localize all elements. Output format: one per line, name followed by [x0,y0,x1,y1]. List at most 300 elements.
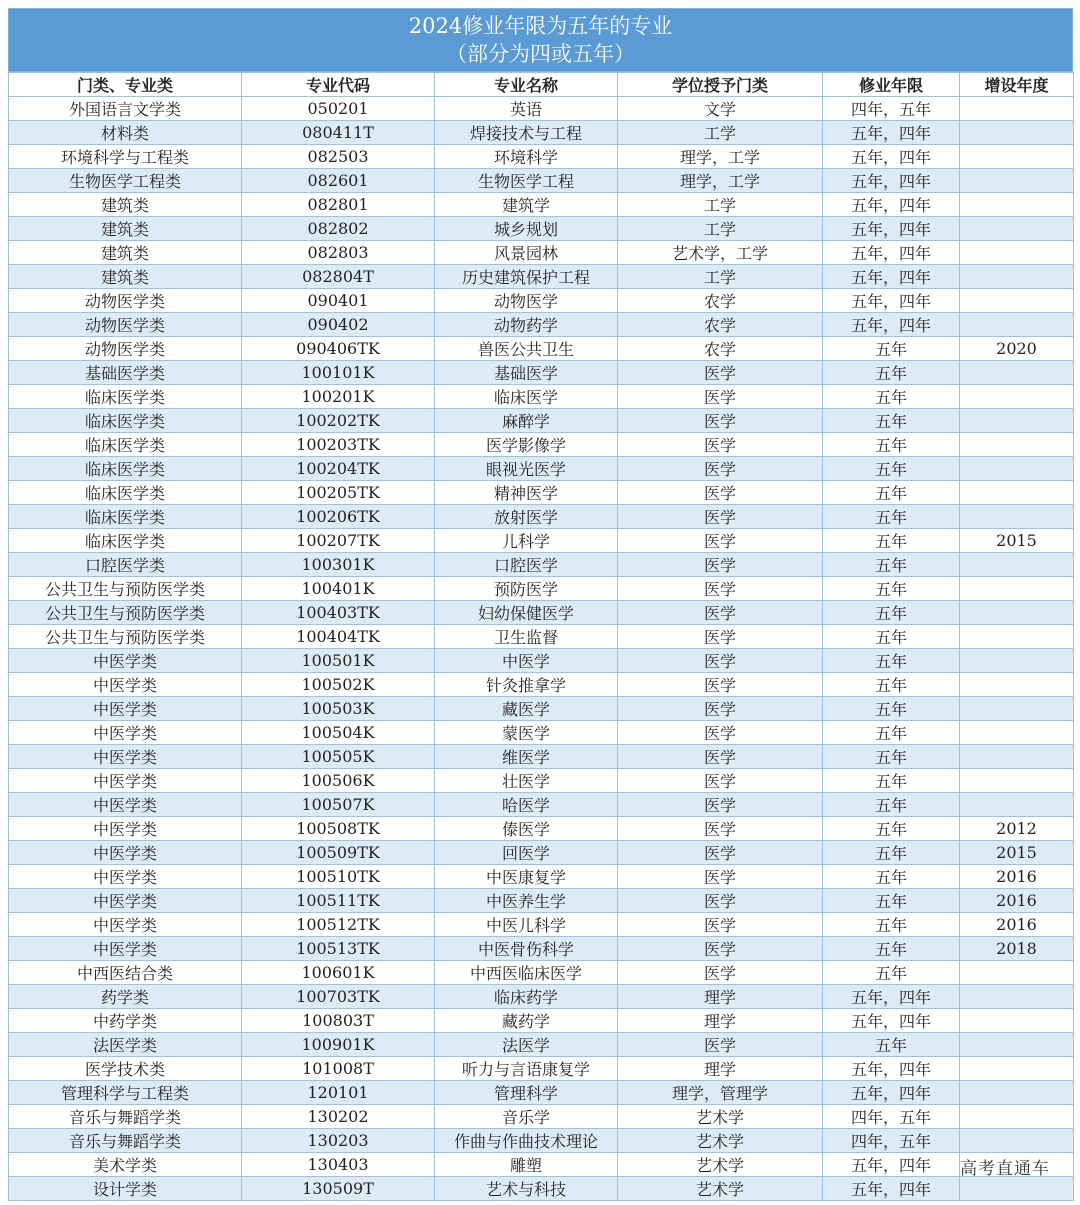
cell-degree: 医学 [618,817,823,841]
cell-name: 兽医公共卫生 [435,337,618,361]
cell-name: 风景园林 [435,241,618,265]
cell-code: 100205TK [242,481,435,505]
cell-category: 音乐与舞蹈学类 [9,1105,242,1129]
cell-code: 100901K [242,1033,435,1057]
cell-year-added [960,505,1074,529]
cell-category: 中西医结合类 [9,961,242,985]
cell-category: 建筑类 [9,265,242,289]
cell-category: 中医学类 [9,817,242,841]
cell-duration: 五年，四年 [823,169,960,193]
cell-code: 100207TK [242,529,435,553]
cell-degree: 医学 [618,961,823,985]
cell-duration: 五年 [823,481,960,505]
cell-category: 中医学类 [9,721,242,745]
cell-degree: 艺术学 [618,1129,823,1153]
cell-degree: 医学 [618,385,823,409]
cell-degree: 医学 [618,625,823,649]
cell-name: 中医康复学 [435,865,618,889]
cell-degree: 医学 [618,481,823,505]
table-row [9,625,1074,649]
cell-degree: 医学 [618,409,823,433]
table-header-row [9,73,1074,97]
cell-duration: 五年 [823,841,960,865]
table-row [9,601,1074,625]
cell-year-added [960,433,1074,457]
cell-degree: 医学 [618,361,823,385]
cell-category: 临床医学类 [9,409,242,433]
cell-name: 壮医学 [435,769,618,793]
table-row [9,457,1074,481]
cell-category: 临床医学类 [9,433,242,457]
cell-year-added [960,553,1074,577]
cell-duration: 五年 [823,361,960,385]
cell-code: 130203 [242,1129,435,1153]
table-row [9,553,1074,577]
cell-category: 管理科学与工程类 [9,1081,242,1105]
table-row [9,241,1074,265]
cell-duration: 五年 [823,673,960,697]
cell-degree: 艺术学 [618,1153,823,1177]
cell-name: 放射医学 [435,505,618,529]
cell-category: 中医学类 [9,889,242,913]
cell-duration: 五年 [823,337,960,361]
table-row [9,1081,1074,1105]
cell-year-added [960,649,1074,673]
cell-degree: 医学 [618,721,823,745]
cell-name: 环境科学 [435,145,618,169]
cell-duration: 五年，四年 [823,265,960,289]
cell-duration: 五年 [823,937,960,961]
cell-name: 历史建筑保护工程 [435,265,618,289]
cell-degree: 文学 [618,97,823,121]
cell-category: 中医学类 [9,841,242,865]
cell-duration: 五年 [823,865,960,889]
cell-code: 100404TK [242,625,435,649]
cell-year-added [960,577,1074,601]
cell-code: 100803T [242,1009,435,1033]
cell-category: 医学技术类 [9,1057,242,1081]
cell-category: 中医学类 [9,793,242,817]
cell-name: 音乐学 [435,1105,618,1129]
cell-name: 听力与言语康复学 [435,1057,618,1081]
cell-code: 100507K [242,793,435,817]
cell-year-added: 2018 [960,937,1074,961]
header-year-added: 增设年度 [960,73,1074,97]
cell-duration: 五年 [823,577,960,601]
cell-year-added: 2016 [960,865,1074,889]
cell-name: 生物医学工程 [435,169,618,193]
cell-code: 100501K [242,649,435,673]
cell-duration: 五年 [823,1033,960,1057]
table-row [9,769,1074,793]
cell-year-added: 2012 [960,817,1074,841]
cell-year-added [960,625,1074,649]
cell-duration: 五年 [823,505,960,529]
cell-code: 100510TK [242,865,435,889]
cell-degree: 理学 [618,985,823,1009]
cell-duration: 五年 [823,553,960,577]
cell-code: 100301K [242,553,435,577]
cell-code: 050201 [242,97,435,121]
table-row [9,97,1074,121]
cell-name: 哈医学 [435,793,618,817]
cell-year-added [960,793,1074,817]
cell-degree: 农学 [618,313,823,337]
cell-duration: 五年，四年 [823,313,960,337]
cell-year-added [960,145,1074,169]
cell-year-added [960,409,1074,433]
cell-name: 中医学 [435,649,618,673]
cell-code: 100201K [242,385,435,409]
cell-name: 中医养生学 [435,889,618,913]
table-row [9,193,1074,217]
cell-degree: 工学 [618,193,823,217]
table-row [9,121,1074,145]
cell-category: 设计学类 [9,1177,242,1201]
cell-duration: 五年，四年 [823,1177,960,1201]
table-row [9,361,1074,385]
cell-degree: 医学 [618,697,823,721]
table-row [9,529,1074,553]
cell-year-added: 2016 [960,913,1074,937]
cell-code: 100703TK [242,985,435,1009]
cell-year-added [960,97,1074,121]
header-duration: 修业年限 [823,73,960,97]
cell-year-added [960,265,1074,289]
cell-name: 城乡规划 [435,217,618,241]
cell-code: 090402 [242,313,435,337]
cell-name: 中医骨伤科学 [435,937,618,961]
cell-category: 材料类 [9,121,242,145]
cell-name: 中西医临床医学 [435,961,618,985]
cell-degree: 医学 [618,433,823,457]
cell-degree: 工学 [618,265,823,289]
cell-degree: 农学 [618,337,823,361]
cell-name: 医学影像学 [435,433,618,457]
majors-table [8,72,1074,1201]
cell-name: 雕塑 [435,1153,618,1177]
cell-code: 082801 [242,193,435,217]
cell-year-added [960,289,1074,313]
cell-category: 中医学类 [9,697,242,721]
cell-code: 100601K [242,961,435,985]
table-row [9,673,1074,697]
cell-category: 临床医学类 [9,481,242,505]
cell-year-added [960,1177,1074,1201]
cell-name: 法医学 [435,1033,618,1057]
cell-code: 100505K [242,745,435,769]
cell-category: 公共卫生与预防医学类 [9,577,242,601]
cell-name: 艺术与科技 [435,1177,618,1201]
cell-year-added [960,193,1074,217]
cell-year-added [960,1033,1074,1057]
cell-code: 100204TK [242,457,435,481]
cell-code: 100206TK [242,505,435,529]
cell-name: 动物药学 [435,313,618,337]
cell-name: 焊接技术与工程 [435,121,618,145]
cell-year-added: 2016 [960,889,1074,913]
cell-name: 预防医学 [435,577,618,601]
cell-year-added [960,457,1074,481]
cell-category: 音乐与舞蹈学类 [9,1129,242,1153]
cell-duration: 五年 [823,745,960,769]
cell-category: 基础医学类 [9,361,242,385]
header-name: 专业名称 [435,73,618,97]
cell-degree: 医学 [618,889,823,913]
cell-year-added [960,169,1074,193]
cell-degree: 医学 [618,865,823,889]
cell-year-added [960,481,1074,505]
cell-year-added [960,697,1074,721]
cell-year-added [960,361,1074,385]
cell-degree: 医学 [618,793,823,817]
table-row [9,217,1074,241]
header-degree: 学位授予门类 [618,73,823,97]
cell-degree: 理学，工学 [618,169,823,193]
table-row [9,841,1074,865]
cell-category: 动物医学类 [9,289,242,313]
cell-name: 回医学 [435,841,618,865]
cell-name: 英语 [435,97,618,121]
cell-name: 建筑学 [435,193,618,217]
cell-code: 100203TK [242,433,435,457]
table-row [9,1177,1074,1201]
table-row [9,337,1074,361]
cell-duration: 四年，五年 [823,1129,960,1153]
cell-category: 中医学类 [9,649,242,673]
cell-year-added [960,961,1074,985]
table-row [9,649,1074,673]
cell-code: 100504K [242,721,435,745]
cell-degree: 医学 [618,649,823,673]
table-row [9,1057,1074,1081]
cell-code: 100513TK [242,937,435,961]
header-code: 专业代码 [242,73,435,97]
cell-year-added [960,121,1074,145]
table-body [9,97,1074,1201]
cell-code: 100401K [242,577,435,601]
cell-duration: 五年 [823,721,960,745]
cell-name: 基础医学 [435,361,618,385]
cell-duration: 四年，五年 [823,1105,960,1129]
cell-year-added: 2020 [960,337,1074,361]
cell-code: 082601 [242,169,435,193]
cell-code: 120101 [242,1081,435,1105]
cell-degree: 医学 [618,457,823,481]
cell-duration: 五年 [823,817,960,841]
cell-category: 环境科学与工程类 [9,145,242,169]
cell-category: 动物医学类 [9,337,242,361]
cell-category: 建筑类 [9,241,242,265]
cell-category: 中医学类 [9,913,242,937]
cell-duration: 五年 [823,769,960,793]
cell-year-added [960,721,1074,745]
cell-duration: 五年 [823,409,960,433]
table-row [9,937,1074,961]
cell-year-added: 2015 [960,841,1074,865]
cell-year-added [960,217,1074,241]
table-row [9,913,1074,937]
cell-duration: 五年，四年 [823,1057,960,1081]
cell-name: 管理科学 [435,1081,618,1105]
cell-year-added [960,313,1074,337]
cell-duration: 五年 [823,457,960,481]
cell-code: 090401 [242,289,435,313]
table-row [9,289,1074,313]
cell-year-added [960,241,1074,265]
cell-degree: 理学，管理学 [618,1081,823,1105]
cell-degree: 艺术学，工学 [618,241,823,265]
cell-category: 外国语言文学类 [9,97,242,121]
cell-code: 080411T [242,121,435,145]
cell-degree: 医学 [618,745,823,769]
table-row [9,817,1074,841]
cell-name: 维医学 [435,745,618,769]
table-row [9,169,1074,193]
cell-year-added [960,385,1074,409]
cell-code: 100101K [242,361,435,385]
cell-category: 中医学类 [9,937,242,961]
cell-degree: 医学 [618,841,823,865]
cell-duration: 五年 [823,913,960,937]
cell-duration: 五年 [823,601,960,625]
cell-duration: 五年，四年 [823,217,960,241]
cell-duration: 五年 [823,625,960,649]
cell-duration: 五年，四年 [823,241,960,265]
cell-degree: 工学 [618,217,823,241]
table-row [9,697,1074,721]
cell-degree: 医学 [618,673,823,697]
table-row [9,889,1074,913]
cell-name: 作曲与作曲技术理论 [435,1129,618,1153]
cell-category: 临床医学类 [9,505,242,529]
cell-duration: 五年 [823,697,960,721]
cell-code: 100403TK [242,601,435,625]
cell-degree: 理学，工学 [618,145,823,169]
cell-year-added [960,601,1074,625]
cell-category: 美术学类 [9,1153,242,1177]
table-title-line1: 2024修业年限为五年的专业 [408,14,673,38]
cell-degree: 医学 [618,913,823,937]
table-row [9,961,1074,985]
cell-year-added: 2015 [960,529,1074,553]
cell-category: 建筑类 [9,217,242,241]
cell-duration: 五年 [823,649,960,673]
cell-code: 100503K [242,697,435,721]
cell-degree: 理学 [618,1057,823,1081]
cell-code: 082803 [242,241,435,265]
cell-year-added [960,1081,1074,1105]
cell-category: 中医学类 [9,865,242,889]
table-title-line2: （部分为四或五年） [446,42,635,66]
cell-year-added [960,745,1074,769]
cell-degree: 医学 [618,937,823,961]
table-row [9,793,1074,817]
cell-duration: 五年 [823,385,960,409]
cell-code: 082804T [242,265,435,289]
cell-category: 药学类 [9,985,242,1009]
table-row [9,145,1074,169]
cell-category: 中医学类 [9,769,242,793]
cell-duration: 五年 [823,889,960,913]
watermark-text: 高考直通车 [960,1159,1050,1179]
cell-category: 法医学类 [9,1033,242,1057]
header-category: 门类、专业类 [9,73,242,97]
table-row [9,985,1074,1009]
cell-category: 中医学类 [9,745,242,769]
cell-year-added [960,769,1074,793]
cell-name: 动物医学 [435,289,618,313]
cell-degree: 医学 [618,529,823,553]
cell-name: 蒙医学 [435,721,618,745]
table-row [9,1105,1074,1129]
cell-category: 临床医学类 [9,457,242,481]
cell-category: 动物医学类 [9,313,242,337]
cell-duration: 五年，四年 [823,145,960,169]
cell-name: 藏药学 [435,1009,618,1033]
cell-code: 100202TK [242,409,435,433]
cell-year-added [960,1129,1074,1153]
cell-name: 卫生监督 [435,625,618,649]
table-row [9,385,1074,409]
cell-duration: 五年，四年 [823,289,960,313]
cell-category: 中药学类 [9,1009,242,1033]
cell-name: 精神医学 [435,481,618,505]
cell-name: 麻醉学 [435,409,618,433]
cell-year-added [960,1057,1074,1081]
cell-degree: 医学 [618,601,823,625]
cell-year-added [960,1009,1074,1033]
cell-degree: 医学 [618,577,823,601]
cell-category: 中医学类 [9,673,242,697]
table-row [9,1153,1074,1177]
cell-code: 130403 [242,1153,435,1177]
table-row [9,433,1074,457]
cell-duration: 五年，四年 [823,193,960,217]
cell-category: 临床医学类 [9,385,242,409]
table-row [9,865,1074,889]
cell-year-added [960,673,1074,697]
cell-code: 090406TK [242,337,435,361]
cell-duration: 五年 [823,529,960,553]
majors-table-container [8,8,1073,1201]
cell-degree: 医学 [618,505,823,529]
cell-category: 口腔医学类 [9,553,242,577]
cell-name: 临床医学 [435,385,618,409]
cell-duration: 四年，五年 [823,97,960,121]
cell-name: 口腔医学 [435,553,618,577]
cell-code: 100512TK [242,913,435,937]
cell-name: 针灸推拿学 [435,673,618,697]
cell-duration: 五年 [823,793,960,817]
cell-degree: 医学 [618,1033,823,1057]
cell-name: 中医儿科学 [435,913,618,937]
cell-name: 儿科学 [435,529,618,553]
cell-category: 公共卫生与预防医学类 [9,601,242,625]
table-row [9,1129,1074,1153]
table-row [9,481,1074,505]
table-row [9,265,1074,289]
cell-duration: 五年，四年 [823,1081,960,1105]
cell-code: 130202 [242,1105,435,1129]
cell-duration: 五年，四年 [823,121,960,145]
table-row [9,745,1074,769]
table-row [9,721,1074,745]
cell-name: 眼视光医学 [435,457,618,481]
cell-degree: 理学 [618,1009,823,1033]
cell-degree: 艺术学 [618,1105,823,1129]
cell-code: 082503 [242,145,435,169]
